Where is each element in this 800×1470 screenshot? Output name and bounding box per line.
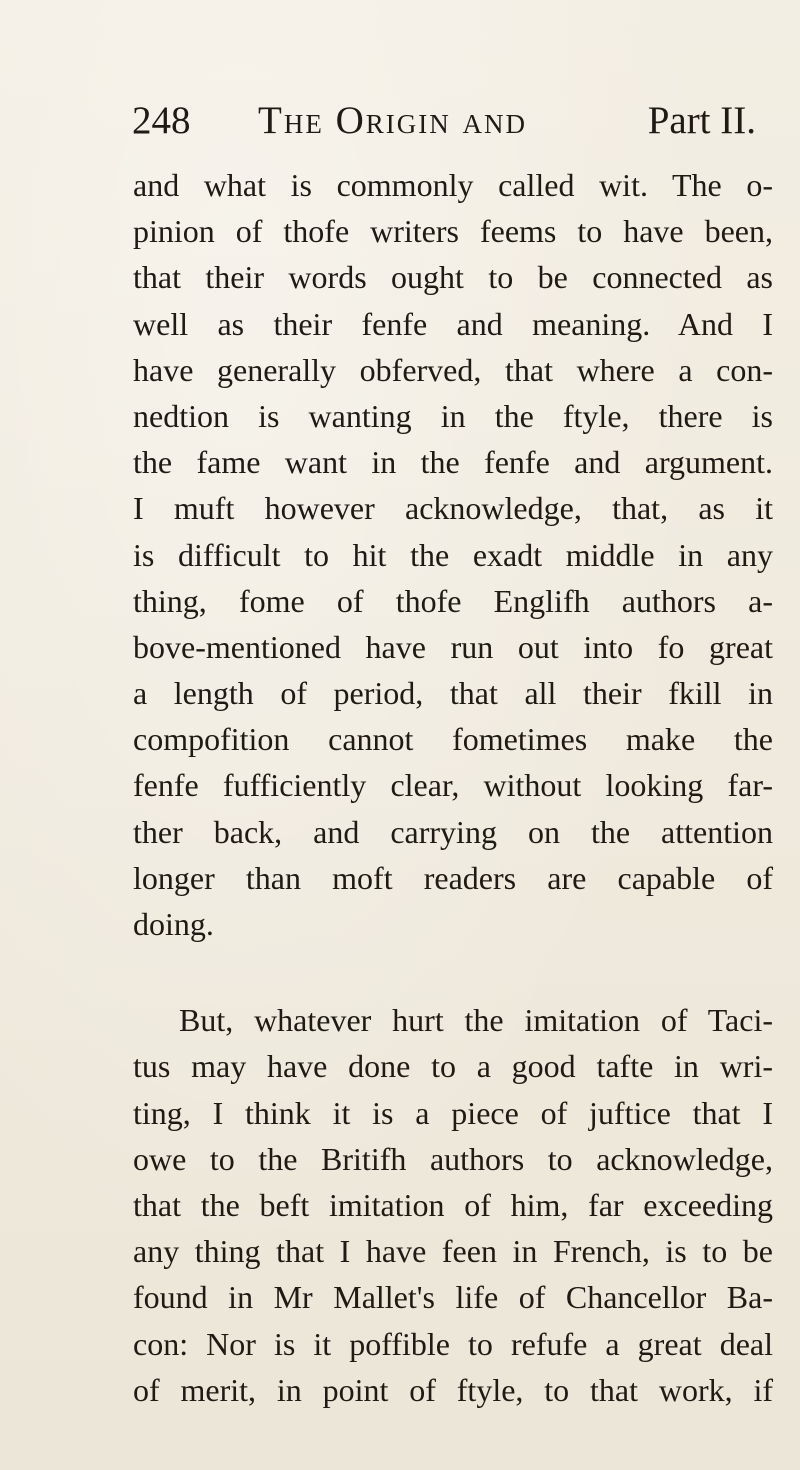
- paragraph-2: [133, 997, 773, 1413]
- text-line: thing, fome of thofe Englifh authors a-: [133, 582, 773, 619]
- text-line: ting, I think it is a piece of juftice that I: [133, 1094, 773, 1131]
- text-line-last: doing.: [133, 906, 214, 942]
- text-line: of merit, in point of ftyle, to that work, if: [133, 1371, 773, 1408]
- running-head: [132, 96, 756, 146]
- paragraph-gap: [133, 947, 773, 997]
- text-line: nedtion is wanting in the ftyle, there is: [133, 397, 773, 434]
- text-line: that their words ought to be connected as: [133, 259, 773, 296]
- text-line: is difficult to hit the exadt middle in any: [133, 536, 773, 573]
- text-line: bove-mentioned have run out into fo great: [133, 628, 773, 665]
- text-line: well as their fenfe and meaning. And I: [133, 305, 773, 342]
- body-text: [133, 162, 773, 1413]
- text-line: and what is commonly called wit. The o-: [133, 167, 773, 203]
- text-line: tus may have done to a good tafte in wri-: [133, 1048, 773, 1085]
- text-line-first: But, whatever hurt the imitation of Taci-: [179, 1002, 773, 1039]
- text-line: a length of period, that all their fkill in: [133, 675, 773, 712]
- text-line: owe to the Britifh authors to acknowledge,: [133, 1140, 773, 1177]
- text-line: have generally obferved, that where a con-: [133, 351, 773, 388]
- part-label: Part II.: [647, 99, 756, 142]
- text-line: pinion of thofe writers feems to have been,: [133, 213, 773, 250]
- text-line: that the beft imitation of him, far exceeding: [133, 1186, 773, 1223]
- text-line: compofition cannot fometimes make the: [133, 721, 773, 758]
- paragraph-1: [133, 162, 773, 947]
- text-line: found in Mr Mallet's life of Chancellor Ba-: [133, 1279, 773, 1316]
- text-line: ther back, and carrying on the attention: [133, 813, 773, 850]
- text-line: con: Nor is it poffible to refufe a great deal: [133, 1325, 773, 1362]
- running-head-title: The Origin and: [258, 99, 527, 142]
- text-line: any thing that I have feen in French, is to be: [133, 1233, 773, 1270]
- page-number: 248: [132, 99, 191, 142]
- text-line: I muft however acknowledge, that, as it: [133, 490, 773, 527]
- text-line: fenfe fufficiently clear, without looking far-: [133, 767, 773, 804]
- text-line: the fame want in the fenfe and argument.: [133, 444, 773, 481]
- text-line: longer than moft readers are capable of: [133, 859, 773, 896]
